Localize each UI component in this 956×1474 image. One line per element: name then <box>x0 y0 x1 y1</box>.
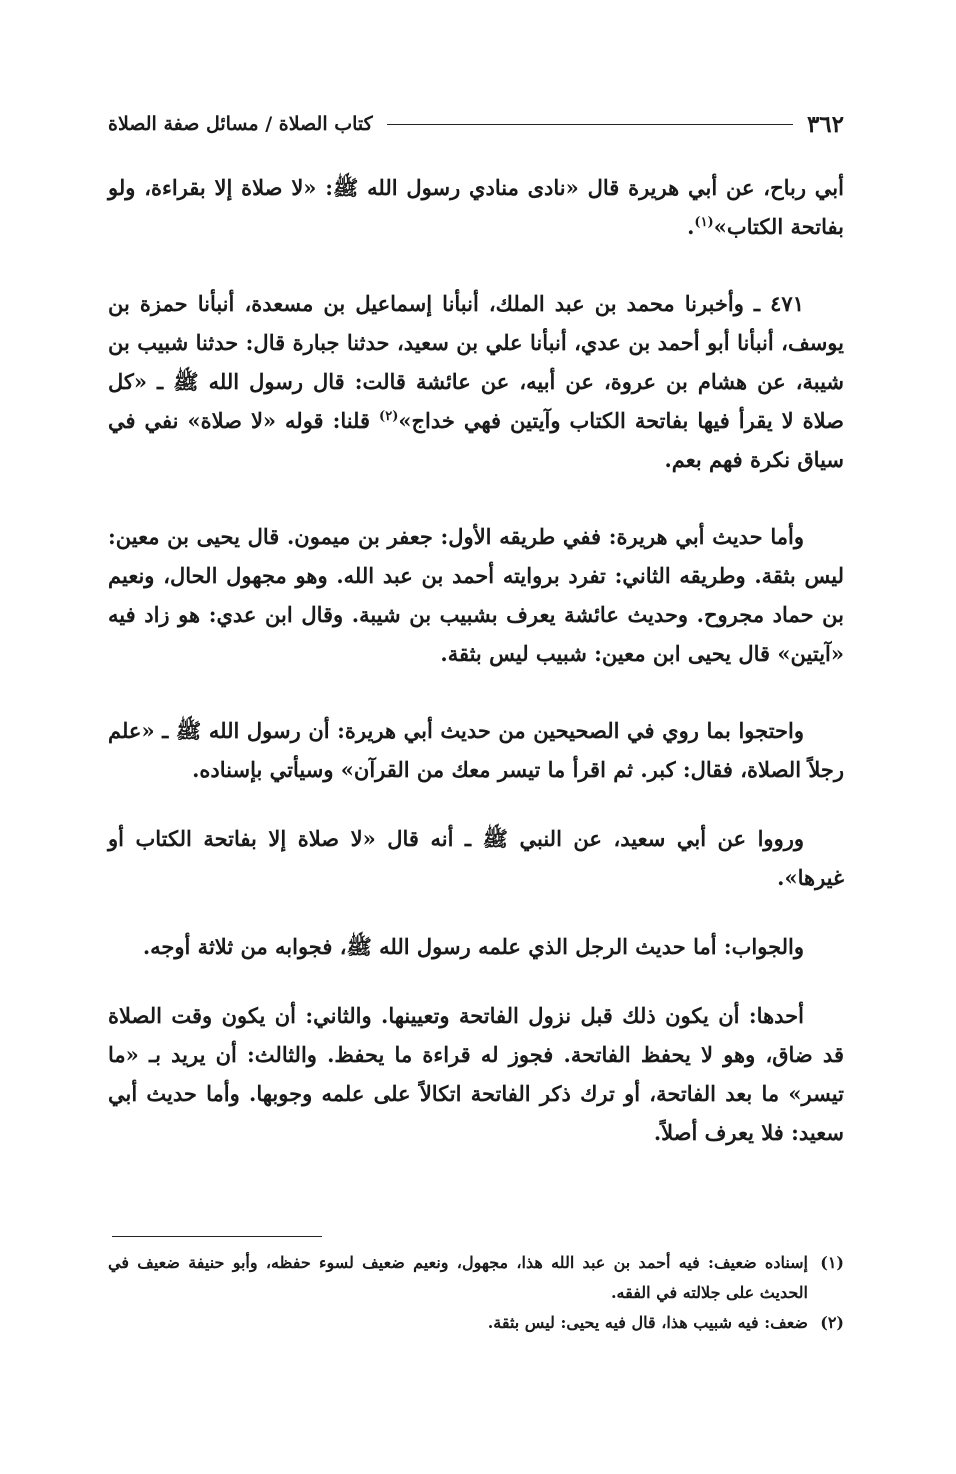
header-rule <box>387 124 793 125</box>
footnote-rule <box>112 1236 322 1237</box>
paragraph-abu-said: ورووا عن أبي سعيد، عن النبي ﷺ ـ أنه قال «لا صلاة إلا بفاتحة الكتاب أو غيرها». <box>108 826 844 890</box>
page-number: ٣٦٢ <box>806 110 844 138</box>
paragraph-three-aspects: أحدها: أن يكون ذلك قبل نزول الفاتحة وتعيينها. والثاني: أن يكون وقت الصلاة قد ضاق، وهو لا يحفظ الفاتحة. فجوز له قراءة ما يحفظ. والثالث: أن يريد بـ «ما تيسر» ما بعد الفاتحة، أو ترك ذكر الفاتحة اتكالاً على علمه وجوبها. وأما حديث أبي سعيد: فلا يعرف أصلاً. <box>108 1003 844 1145</box>
footnote-2 <box>108 1308 844 1338</box>
footnote-number: (٢) <box>820 1313 844 1332</box>
footnote-number: (١) <box>820 1253 844 1272</box>
main-text <box>108 168 844 1152</box>
paragraph-abu-hurayra: وأما حديث أبي هريرة: ففي طريقه الأول: جعفر بن ميمون. قال يحيى بن معين: ليس بثقة. وطريقه الثاني: تفرد بروايته أحمد بن عبد الله. وهو مجهول الحال، ونعيم بن حماد مجروح. وحديث عائشة يعرف بشبيب بن شيبة. وقال ابن عدي: هو زاد فيه «آيتين» قال يحيى ابن معين: شبيب ليس بثقة. <box>108 524 844 666</box>
footnote-1 <box>108 1248 844 1308</box>
paragraph-tail: . <box>687 214 695 239</box>
running-title: كتاب الصلاة / مسائل صفة الصلاة <box>108 113 373 135</box>
paragraph-continuation <box>108 168 844 246</box>
footnotes <box>108 1248 844 1338</box>
footnote-ref: (١) <box>694 215 714 230</box>
footnote-ref: (٢) <box>379 409 399 424</box>
paragraph-text: ٤٧١ ـ وأخبرنا محمد بن عبد الملك، أنبأنا إسماعيل بن مسعدة، أنبأنا حمزة بن يوسف، أنبأنا أبو أحمد بن عدي، أنبأنا علي بن سعيد، حدثنا جبارة قال: حدثنا شبيب بن شيبة، عن هشام بن عروة، عن أبيه، عن عائشة قالت: قال رسول الله ﷺ ـ «كل صلاة لا يقرأ فيها بفاتحة الكتاب وآيتين فهي خداج» <box>108 291 844 433</box>
paragraph-answer: والجواب: أما حديث الرجل الذي علمه رسول الله ﷺ، فجوابه من ثلاثة أوجه. <box>142 934 804 959</box>
footnote-text: إسناده ضعيف: فيه أحمد بن عبد الله هذا، مجهول، ونعيم ضعيف لسوء حفظه، وأبو حنيفة ضعيف في الحديث على جلالته في الفقه. <box>108 1253 808 1302</box>
paragraph-text: أبي رباح، عن أبي هريرة قال «نادى منادي رسول الله ﷺ: «لا صلاة إلا بقراءة، ولو بفاتحة الكتاب» <box>108 175 844 239</box>
footnote-text: ضعف: فيه شبيب هذا، قال فيه يحيى: ليس بثقة. <box>487 1313 808 1332</box>
paragraph-sahihayn: واحتجوا بما روي في الصحيحين من حديث أبي هريرة: أن رسول الله ﷺ ـ «علم رجلاً الصلاة، فقال: كبر. ثم اقرأ ما تيسر معك من القرآن» وسيأتي بإسناده. <box>108 718 844 782</box>
paragraph-tail: قلنا: قوله «لا صلاة» نفي في سياق نكرة فهم بعم. <box>108 408 844 472</box>
paragraph-hadith-471 <box>108 284 844 479</box>
page-header <box>108 104 844 144</box>
